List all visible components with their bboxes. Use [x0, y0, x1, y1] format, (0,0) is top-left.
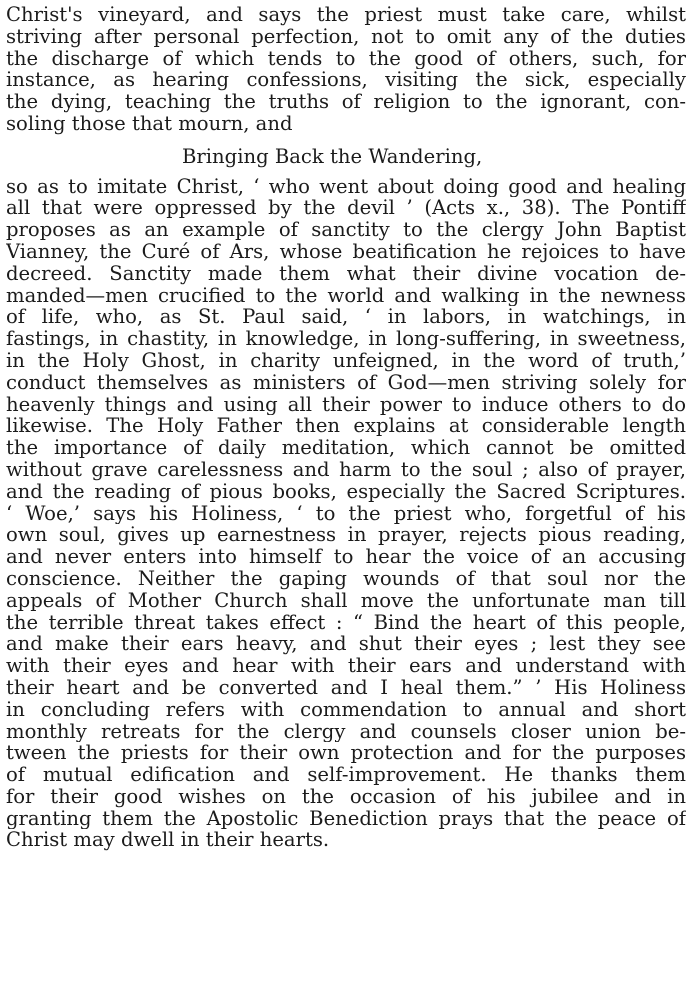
text-line: conscience. Neither the gaping wounds of that soul nor the: [6, 567, 686, 590]
text-line: likewise. The Holy Father then explains at considerable length: [6, 415, 686, 438]
text-line: soling those that mourn, and: [6, 112, 293, 135]
text-line: instance, as hearing confessions, visiting the sick, especially: [6, 69, 686, 92]
text-line: striving after personal perfection, not to omit any of the duties: [6, 25, 686, 48]
text-line: of life, who, as St. Paul said, ‘ in labors, in watchings, in: [6, 306, 686, 329]
text-line: monthly retreats for the clergy and counsels closer union be-: [6, 720, 686, 743]
text-line: so as to imitate Christ, ‘ who went about doing good and healing: [6, 175, 686, 198]
text-line: Vianney, the Curé of Ars, whose beatification he rejoices to have: [6, 240, 686, 263]
text-line: their heart and be converted and I heal them.” ’ His Holiness: [6, 676, 686, 699]
text-line: appeals of Mother Church shall move the unfortunate man till: [6, 589, 686, 612]
text-line: the discharge of which tends to the good of others, such, for: [6, 47, 686, 70]
text-line: in concluding refers with commendation to annual and short: [6, 698, 686, 721]
text-line: in the Holy Ghost, in charity unfeigned, in the word of truth,’: [6, 349, 686, 372]
section-heading: Bringing Back the Wandering,: [182, 145, 483, 168]
text-line: Christ may dwell in their hearts.: [6, 829, 330, 852]
text-line: and make their ears heavy, and shut their eyes ; lest they see: [6, 633, 686, 656]
paragraph-main: [6, 176, 686, 852]
text-line: the dying, teaching the truths of religion to the ignorant, con-: [6, 91, 686, 113]
text-line: ‘ Woe,’ says his Holiness, ‘ to the priest who, forgetful of his: [6, 502, 686, 525]
text-line: with their eyes and hear with their ears and understand with: [6, 655, 686, 677]
document-page: [6, 4, 686, 851]
text-line: of mutual edification and self-improvement. He thanks them: [6, 764, 686, 786]
text-line: and the reading of pious books, especially the Sacred Scriptures.: [6, 480, 686, 503]
text-line: proposes as an example of sanctity to the clergy John Baptist: [6, 219, 686, 241]
text-line: granting them the Apostolic Benediction prays that the peace of: [6, 807, 686, 830]
text-line: for their good wishes on the occasion of his jubilee and in: [6, 785, 686, 808]
text-line: the importance of daily meditation, which cannot be omitted: [6, 437, 686, 459]
text-line: own soul, gives up earnestness in prayer, rejects pious reading,: [6, 524, 686, 547]
text-line: manded—men crucified to the world and walking in the newness: [6, 284, 686, 307]
text-line: fastings, in chastity, in knowledge, in long-suffering, in sweetness,: [6, 328, 686, 350]
text-line: the terrible threat takes effect : “ Bind the heart of this people,: [6, 611, 686, 634]
text-line: all that were oppressed by the devil ’ (Acts x., 38). The Pontiff: [6, 197, 686, 220]
text-line: without grave carelessness and harm to the soul ; also of prayer,: [6, 458, 686, 481]
text-line: decreed. Sanctity made them what their divine vocation de-: [6, 262, 686, 285]
text-line: heavenly things and using all their power to induce others to do: [6, 393, 686, 416]
text-line: tween the priests for their own protection and for the purposes: [6, 742, 686, 765]
text-line: and never enters into himself to hear the voice of an accusing: [6, 546, 686, 568]
text-line: Christ's vineyard, and says the priest must take care, whilst: [6, 4, 686, 26]
text-line: conduct themselves as ministers of God—men striving solely for: [6, 371, 686, 394]
paragraph-intro: [6, 4, 686, 135]
